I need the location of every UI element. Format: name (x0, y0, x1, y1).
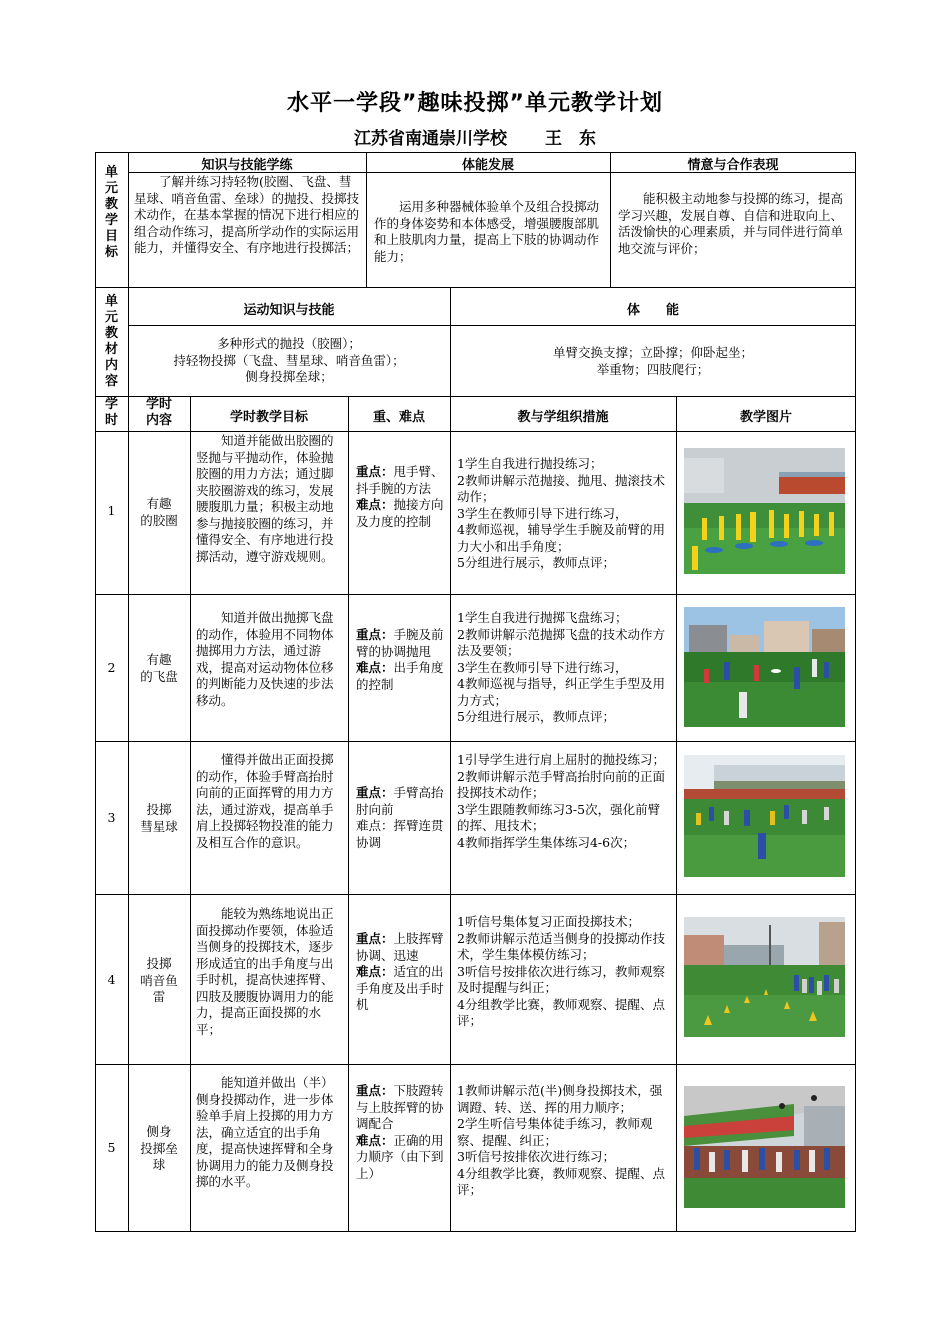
lessons-header-number-char: 学 (104, 397, 118, 412)
content-row-label-char: 材 (104, 342, 118, 357)
content-fitness-item: 举重物；四肢爬行； (596, 361, 710, 377)
difficulty-text: 适宜的出手角度及出手时机 (356, 964, 444, 1012)
lesson-keypoints (356, 785, 444, 851)
lesson-steps: 1引导学生进行肩上屈肘的抛投练习； 2教师讲解示范手臂高抬肘向前的正面投掷技术动作； 3学生跟随教师练习3-5次，强化前臂的挥、甩技术； 4教师指挥学生集体练习4-6次； (457, 752, 665, 850)
content-row-label-char: 内 (104, 358, 118, 373)
key-point-label: 重点： (356, 931, 394, 946)
school-name: 江苏省南通崇川学校 (354, 129, 508, 149)
content-skill-item: 多种形式的抛投（胶圈）； (217, 336, 361, 351)
lesson-number: 3 (107, 810, 116, 825)
lesson-photo (684, 448, 845, 574)
key-point-label: 重点： (356, 785, 394, 800)
goals-fitness-text: 运用多种器械体验单个及组合投掷动作的身体姿势和本体感受，增强腰腹部肌和上肢肌肉力量，提高上下肢的协调动作能力； (374, 199, 600, 264)
difficulty-label: 难点： (356, 1132, 394, 1148)
lesson-number: 2 (107, 660, 116, 675)
content-row-label-char: 单 (104, 294, 118, 309)
lesson-number: 5 (107, 1140, 116, 1155)
lesson-number: 1 (107, 503, 116, 518)
lesson-photo (684, 917, 845, 1037)
goals-row-label (95, 165, 128, 261)
lesson-goal: 能知道并做出（半）侧身投掷动作，进一步体验单手肩上投掷的用力方法，确立适宜的出手角度，提高快速挥臂和全身协调用力的能力及侧身投掷的水平。 (196, 1075, 334, 1189)
author-line (0, 124, 950, 149)
goals-row-label-char: 单 (104, 165, 118, 180)
page-title: 水平一学段”趣味投掷”单元教学计划 (287, 91, 663, 116)
difficulty-label: 难点： (356, 818, 394, 833)
content-header-fitness: 体 能 (626, 303, 679, 318)
goals-row-label-char: 元 (104, 181, 118, 196)
difficulty-label: 难点： (356, 497, 394, 512)
lesson-keypoints (356, 627, 444, 693)
difficulty-text: 挥臂连贯协调 (356, 818, 444, 850)
lesson-keypoints (356, 1083, 444, 1182)
lessons-header-steps: 教与学组织措施 (517, 410, 609, 425)
goals-header-affect: 情意与合作表现 (687, 158, 779, 173)
lesson-photo (684, 1086, 845, 1208)
goals-row-label-char: 教 (104, 197, 118, 212)
content-skills-list (128, 336, 450, 386)
goals-row-label-char: 目 (104, 229, 118, 244)
goals-skills-text: 了解并练习持轻物(胶圈、飞盘、彗星球、哨音鱼雷、垒球）的抛投、投掷技术动作，在基本掌握的情况下进行相应的组合动作练习，提高所学动作的实际运用能力，并懂得安全、有序地进行投掷活； (134, 174, 360, 255)
content-fitness-item: 单臂交换支撑；立卧撑；仰卧起坐； (552, 345, 753, 360)
content-skill-item: 侧身投掷垒球； (245, 369, 333, 384)
lessons-header-keypoints: 重、难点 (372, 410, 425, 425)
lesson-keypoints (356, 464, 444, 530)
goals-header-skills: 知识与技能学练 (201, 158, 293, 173)
lesson-name: 有趣 的胶圈 (140, 496, 178, 528)
lesson-steps: 1学生自我进行抛掷飞盘练习； 2教师讲解示范抛掷飞盘的技术动作方法及要领； 3学生在教师引导下进行练习， 4教师巡视与指导，纠正学生手型及用力方式； 5分组进行展示，教师点评； (457, 610, 665, 724)
content-row-label-char: 容 (104, 374, 118, 389)
key-point-text: 上肢挥臂协调、迅速 (356, 931, 444, 963)
lesson-keypoints (356, 931, 444, 1014)
difficulty-text: 正确的用力顺序（由下到上） (356, 1132, 444, 1181)
lesson-goal: 知道并做出抛掷飞盘的动作，体验用不同物体抛掷用力方法，通过游戏，提高对运动物体位移的判断能力及快速的步法移动。 (196, 610, 334, 708)
lesson-name: 有趣 的飞盘 (140, 652, 178, 684)
lesson-steps: 1听信号集体复习正面投掷技术； 2教师讲解示范适当侧身的投掷动作技术，学生集体模仿练习； 3听信号按排依次进行练习，教师观察及时提醒与纠正； 4分组教学比赛，教师观察、提醒、点评； (457, 914, 665, 1028)
lesson-steps: 1学生自我进行抛投练习； 2教师讲解示范抛接、抛甩、抛滚技术动作； 3学生在教师引导下进行练习， 4教师巡视，辅导学生手腕及前臂的用力大小和出手角度； 5分组进行展示，教师点评； (457, 456, 665, 570)
goals-affect-text: 能积极主动地参与投掷的练习，提高学习兴趣，发展自尊、自信和进取向上、活泼愉快的心理素质，并与同伴进行简单地交流与评价； (618, 191, 844, 256)
goals-header-fitness: 体能发展 (461, 158, 514, 173)
lessons-header-number (95, 397, 128, 429)
key-point-label: 重点： (356, 1083, 394, 1098)
key-point-text: 手腕及前臂的协调抛甩 (356, 627, 444, 659)
lessons-header-photo: 教学图片 (739, 410, 792, 425)
teacher-name: 王 东 (544, 129, 596, 149)
content-row-label-char: 元 (104, 310, 118, 325)
key-point-text: 手臂高抬肘向前 (356, 785, 444, 817)
lesson-steps: 1教师讲解示范(半)侧身投掷技术，强调蹬、转、送、挥的用力顺序； 2学生听信号集体徒手练习，教师观察、提醒、纠正； 3听信号按排依次进行练习； 4分组教学比赛，教师观察、提醒、点评； (457, 1083, 665, 1197)
difficulty-text: 抛接方向及力度的控制 (356, 497, 444, 529)
goals-row-label-char: 标 (104, 245, 118, 260)
lesson-name: 侧身 投掷垒 球 (140, 1124, 178, 1172)
content-header-skills: 运动知识与技能 (243, 303, 335, 318)
lesson-goal: 懂得并做出正面投掷的动作，体验手臂高抬肘向前的正面挥臂的用力方法，通过游戏，提高单手肩上投掷轻物投准的能力及相互合作的意识。 (196, 752, 334, 850)
key-point-label: 重点： (356, 464, 394, 479)
difficulty-label: 难点： (356, 660, 394, 675)
content-row-label (95, 294, 128, 390)
lesson-name: 投掷 彗星球 (140, 802, 178, 834)
goals-row-label-char: 学 (104, 213, 118, 228)
content-row-label-char: 教 (104, 326, 118, 341)
lesson-photo (684, 755, 845, 877)
key-point-text: 甩手臂、抖手腕的方法 (356, 464, 444, 496)
content-fitness-list (450, 345, 856, 378)
lesson-photo (684, 607, 845, 727)
lesson-goal: 知道并能做出胶圈的竖抛与平抛动作，体验抛胶圈的用力方法；通过脚夹胶圈游戏的练习，发展腰腹肌力量；积极主动地参与抛接胶圈的练习，并懂得安全、有序地进行投掷活动，遵守游戏规则。 (196, 433, 334, 564)
content-skill-item: 持轻物投掷（飞盘、彗星球、哨音鱼雷）； (173, 352, 405, 368)
lesson-number: 4 (107, 972, 116, 987)
lessons-header-number-char: 时 (104, 413, 118, 428)
lesson-goal: 能较为熟练地说出正面投掷动作要领，体验适当侧身的投掷技术，逐步形成适宜的出手角度与出手时机，提高快速挥臂、四肢及腰腹协调用力的能力，提高正面投掷的水平； (196, 906, 334, 1037)
key-point-text: 下肢蹬转与上肢挥臂的协调配合 (356, 1083, 444, 1131)
lessons-header-content: 学时 内容 (145, 397, 172, 428)
key-point-label: 重点： (356, 627, 394, 642)
difficulty-label: 难点： (356, 964, 394, 979)
lessons-header-goal: 学时教学目标 (229, 410, 308, 425)
difficulty-text: 出手角度的控制 (356, 660, 444, 692)
lesson-name: 投掷 哨音鱼 雷 (140, 956, 178, 1004)
